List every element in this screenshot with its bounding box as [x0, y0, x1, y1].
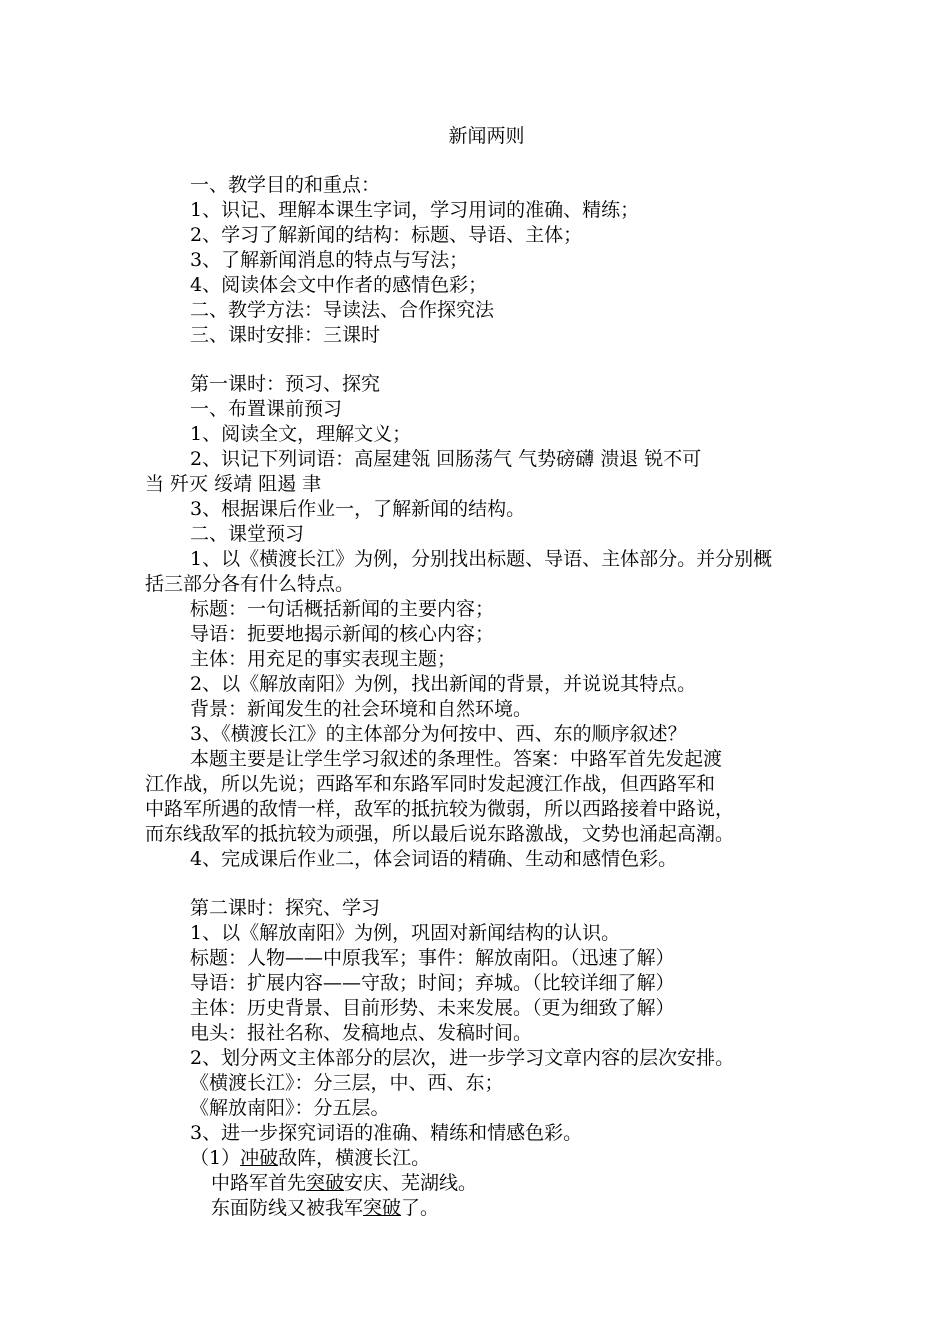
text-line: 江作战，所以先说；西路军和东路军同时发起渡江作战，但西路军和 — [145, 773, 716, 795]
text-line: 4、完成课后作业二，体会词语的精确、生动和感情色彩。 — [190, 848, 678, 870]
text-line: 3、《横渡长江》的主体部分为何按中、西、东的顺序叙述？ — [190, 723, 687, 745]
example-text: 中路军首先 — [211, 1172, 307, 1194]
text-line: 2、识记下列词语：高屋建瓴 回肠荡气 气势磅礴 溃退 锐不可 — [190, 448, 702, 470]
text-line: 三、课时安排：三课时 — [190, 324, 381, 346]
section-heading: 第一课时：预习、探究 — [190, 373, 381, 395]
text-line: 3、了解新闻消息的特点与写法； — [190, 249, 469, 271]
text-line: 标题：一句话概括新闻的主要内容； — [190, 598, 495, 620]
text-line: 主体：历史背景、目前形势、未来发展。（更为细致了解） — [190, 997, 675, 1019]
example-text: 东面防线又被我军 — [211, 1197, 364, 1219]
text-line: 括三部分各有什么特点。 — [145, 573, 355, 595]
text-line: 1、阅读全文，理解文义； — [190, 423, 412, 445]
underlined-word: 突破 — [306, 1172, 345, 1194]
text-line: 中路军所遇的敌情一样，敌军的抵抗较为微弱，所以西路接着中路说， — [145, 798, 735, 820]
text-line: 2、学习了解新闻的结构：标题、导语、主体； — [190, 224, 583, 246]
text-line: 1、以《解放南阳》为例，巩固对新闻结构的认识。 — [190, 922, 621, 944]
text-line: 本题主要是让学生学习叙述的条理性。答案：中路军首先发起渡 — [190, 748, 723, 770]
blank-line — [145, 872, 810, 896]
text-line: 3、根据课后作业一，了解新闻的结构。 — [190, 498, 526, 520]
blank-line — [145, 348, 810, 372]
text-line: 《解放南阳》：分五层。 — [190, 1097, 390, 1119]
text-line: 一、布置课前预习 — [190, 398, 343, 420]
text-line: 当 歼灭 绥靖 阻遏 聿 — [145, 473, 322, 495]
example-line — [145, 1171, 810, 1196]
text-line: 3、进一步探究词语的准确、精练和情感色彩。 — [190, 1122, 583, 1144]
text-line: 2、以《解放南阳》为例，找出新闻的背景，并说说其特点。 — [190, 673, 697, 695]
text-line: 1、以《横渡长江》为例，分别找出标题、导语、主体部分。并分别概 — [190, 548, 773, 570]
example-text: 安庆、芜湖线。 — [344, 1172, 478, 1194]
example-text: 了。 — [401, 1197, 440, 1219]
example-text: 敌阵，横渡长江。 — [278, 1147, 431, 1169]
underlined-word: 突破 — [363, 1197, 402, 1219]
text-line: 4、阅读体会文中作者的感情色彩； — [190, 274, 488, 296]
example-number: （1） — [190, 1147, 241, 1169]
text-line: 电头：报社名称、发稿地点、发稿时间。 — [190, 1022, 533, 1044]
underlined-word: 冲破 — [240, 1147, 279, 1169]
text-line: 导语：扼要地揭示新闻的核心内容； — [190, 623, 495, 645]
document-title: 新闻两则 — [448, 125, 525, 147]
text-line: 二、教学方法：导读法、合作探究法 — [190, 299, 495, 321]
text-line: 背景：新闻发生的社会环境和自然环境。 — [190, 698, 533, 720]
section-heading: 第二课时：探究、学习 — [190, 897, 381, 919]
text-line: 1、识记、理解本课生字词，学习用词的准确、精练； — [190, 199, 640, 221]
text-line: 2、划分两文主体部分的层次，进一步学习文章内容的层次安排。 — [190, 1047, 735, 1069]
text-line: 一、教学目的和重点： — [190, 174, 381, 196]
text-line: 主体：用充足的事实表现主题； — [190, 648, 457, 670]
text-line: 标题：人物——中原我军；事件：解放南阳。（迅速了解） — [190, 947, 675, 969]
text-line: 二、课堂预习 — [190, 523, 305, 545]
text-line: 而东线敌军的抵抗较为顽强，所以最后说东路激战，文势也涌起高潮。 — [145, 823, 735, 845]
example-line — [145, 1146, 810, 1171]
text-line: 《横渡长江》：分三层，中、西、东； — [190, 1072, 504, 1094]
example-line — [145, 1196, 810, 1221]
text-line: 导语：扩展内容——守敌；时间；弃城。（比较详细了解） — [190, 972, 675, 994]
